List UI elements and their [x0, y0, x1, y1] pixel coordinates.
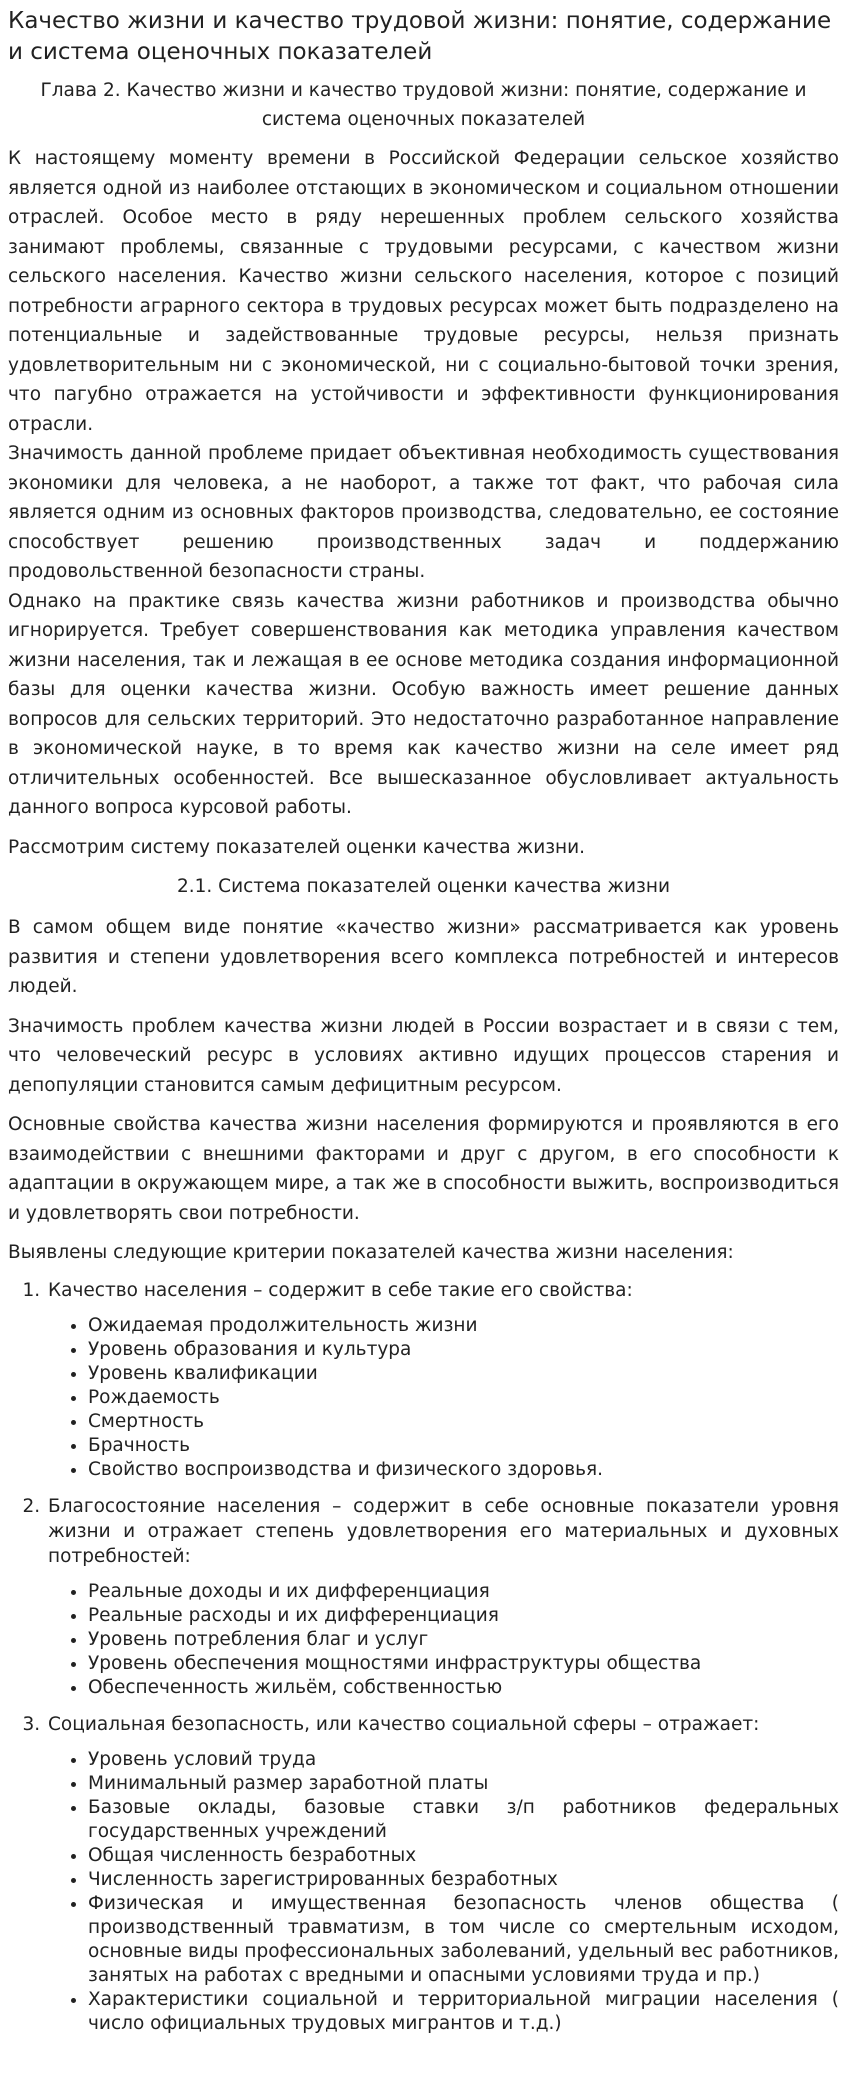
- list-item: • Уровень обеспечения мощностями инфраструктуры общества: [88, 1652, 839, 1676]
- criteria-item: [46, 1278, 839, 1482]
- list-item: • Брачность: [88, 1434, 839, 1458]
- list-item: • Свойство воспроизводства и физического здоровья.: [88, 1458, 839, 1482]
- criteria-text: 3. Социальная безопасность, или качество социальной сферы – отражает:: [48, 1713, 760, 1735]
- page-title: Качество жизни и качество трудовой жизни: понятие, содержание и система оценочных показателей: [8, 8, 832, 65]
- paragraph: К настоящему моменту времени в Российской Федерации сельское хозяйство является одной из наиболее отстающих в экономическом и социальном отношении отраслей. Особое место в ряду нерешенных проблем сельского хозяйства занимают проблемы, связанные с трудовыми ресурсами, с качеством жизни сельского населения. Качество жизни сельского населения, которое с позиций потребности аграрного сектора в трудовых ресурсах может быть подразделено на потенциальные и задействованные трудовые ресурсы, нельзя признать удовлетворительным ни с экономической, ни с социально-бытовой точки зрения, что пагубно отражается на устойчивости и эффективности функционирования отрасли.: [8, 148, 839, 435]
- paragraph: Значимость проблем качества жизни людей в России возрастает и в связи с тем, что человеческий ресурс в условиях активно идущих процессов старения и депопуляции становится самым дефицитным ресурсом.: [8, 1015, 839, 1096]
- paragraph: Значимость данной проблеме придает объективная необходимость существования экономики для человека, а не наоборот, а также тот факт, что рабочая сила является одним из основных факторов производства, следовательно, ее состояние способствует решению производственных задач и поддержанию продовольственной безопасности страны.: [8, 443, 839, 582]
- indicator-list: [48, 1314, 839, 1482]
- list-item: • Базовые оклады, базовые ставки з/п работников федеральных государственных учреждений: [88, 1796, 839, 1844]
- criteria-text: 2. Благосостояние населения – содержит в себе основные показатели уровня жизни и отражает степень удовлетворения его материальных и духовных потребностей:: [48, 1495, 839, 1567]
- list-item: • Общая численность безработных: [88, 1844, 839, 1868]
- paragraph: Выявлены следующие критерии показателей качества жизни населения:: [8, 1242, 734, 1263]
- list-item: • Смертность: [88, 1410, 839, 1434]
- criteria-item: [46, 1494, 839, 1700]
- list-item: • Уровень потребления благ и услуг: [88, 1628, 839, 1652]
- list-item: • Численность зарегистрированных безработных: [88, 1868, 839, 1892]
- list-item: • Обеспеченность жильём, собственностью: [88, 1676, 839, 1700]
- paragraph: Основные свойства качества жизни населения формируются и проявляются в его взаимодействии с внешними факторами и друг с другом, в его способности к адаптации в окружающем мире, а так же в способности выжить, воспроизводиться и удовлетворять свои потребности.: [8, 1114, 839, 1224]
- list-item: • Реальные расходы и их дифференциация: [88, 1604, 839, 1628]
- criteria-list: [8, 1278, 839, 2036]
- list-item: • Уровень условий труда: [88, 1748, 839, 1772]
- list-item: • Уровень образования и культура: [88, 1338, 839, 1362]
- paragraph: В самом общем виде понятие «качество жизни» рассматривается как уровень развития и степени удовлетворения всего комплекса потребностей и интересов людей.: [8, 917, 839, 997]
- intro-text: [8, 144, 839, 823]
- list-item: • Характеристики социальной и территориальной миграции населения ( число официальных трудовых мигрантов и т.д.): [88, 1988, 839, 2036]
- section-text: [8, 913, 839, 1268]
- list-item: • Рождаемость: [88, 1386, 839, 1410]
- transition-paragraph: Рассмотрим систему показателей оценки качества жизни.: [8, 836, 586, 858]
- section-heading: 2.1. Система показателей оценки качества жизни: [177, 876, 670, 897]
- list-item: • Ожидаемая продолжительность жизни: [88, 1314, 839, 1338]
- criteria-text: 1. Качество населения – содержит в себе такие его свойства:: [48, 1279, 633, 1301]
- list-item: • Физическая и имущественная безопасность членов общества ( производственный травматизм, в том числе со смертельным исходом, основные виды профессиональных заболеваний, удельный вес работников, занятых на работах с вредными и опасными условиями труда и пр.): [88, 1892, 839, 1988]
- paragraph: Однако на практике связь качества жизни работников и производства обычно игнорируется. Требует совершенствования как методика управления качеством жизни населения, так и лежащая в ее основе методика создания информационной базы для оценки качества жизни. Особую важность имеет решение данных вопросов для сельских территорий. Это недостаточно разработанное направление в экономической науке, в то время как качество жизни на селе имеет ряд отличительных особенностей. Все вышесказанное обусловливает актуальность данного вопроса курсовой работы.: [8, 590, 839, 818]
- list-item: • Реальные доходы и их дифференциация: [88, 1580, 839, 1604]
- chapter-heading: Глава 2. Качество жизни и качество трудовой жизни: понятие, содержание и система оценочных показателей: [40, 80, 807, 130]
- indicator-list: [48, 1580, 839, 1700]
- indicator-list: [48, 1748, 839, 2036]
- criteria-item: [46, 1712, 839, 2036]
- list-item: • Минимальный размер заработной платы: [88, 1772, 839, 1796]
- list-item: • Уровень квалификации: [88, 1362, 839, 1386]
